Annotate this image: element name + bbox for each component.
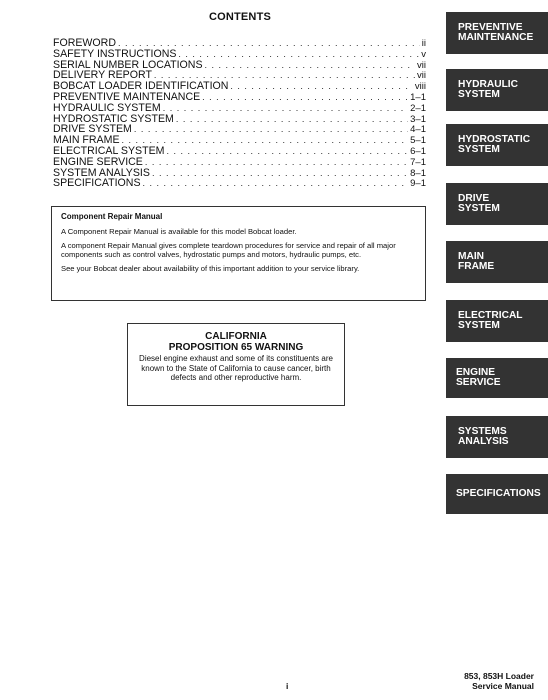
note-paragraph-description: A component Repair Manual gives complete teardown procedures for service and repair of all major components such as control valves, hydrostatic pumps and motors, hydraulic pumps, etc. bbox=[61, 241, 396, 259]
tab-label-line2: MAINTENANCE bbox=[458, 32, 534, 43]
warning-title-line2: PROPOSITION 65 WARNING bbox=[168, 342, 304, 353]
warning-text: Diesel engine exhaust and some of its constituents are known to the State of California to cause cancer, birth defects and other reproductive harm. bbox=[139, 354, 333, 382]
toc-label: SAFETY INSTRUCTIONS bbox=[53, 48, 177, 60]
toc-entry-loader-identification[interactable] bbox=[53, 81, 426, 92]
component-repair-manual-note bbox=[51, 206, 426, 301]
toc-leader-dots bbox=[202, 92, 408, 103]
toc-label: DRIVE SYSTEM bbox=[53, 124, 132, 136]
tab-label-line2: SYSTEM bbox=[458, 89, 500, 100]
footer-manual: Service Manual bbox=[472, 681, 534, 691]
tab-label-line1: ELECTRICAL bbox=[458, 309, 523, 321]
contents-title: CONTENTS bbox=[208, 11, 272, 23]
tab-label-line1: MAIN bbox=[458, 250, 485, 262]
toc-page: 6–1 bbox=[410, 145, 426, 157]
tab-label-line1: PREVENTIVE bbox=[458, 21, 523, 33]
toc-page: 2–1 bbox=[410, 102, 426, 114]
toc-entry-hydrostatic-system[interactable] bbox=[53, 114, 426, 125]
tab-specifications[interactable] bbox=[446, 474, 548, 514]
toc-page: viii bbox=[414, 81, 426, 92]
toc-page: 8–1 bbox=[410, 167, 426, 179]
tab-electrical-system[interactable] bbox=[446, 300, 548, 342]
toc-label: SYSTEM ANALYSIS bbox=[53, 167, 150, 179]
note-paragraph-dealer: See your Bobcat dealer about availability of this important addition to your service library. bbox=[61, 264, 360, 274]
toc-entry-safety-instructions[interactable] bbox=[53, 49, 426, 60]
toc-leader-dots bbox=[134, 124, 408, 135]
toc-label: SPECIFICATIONS bbox=[53, 178, 141, 190]
tab-label-line2: SYSTEM bbox=[458, 320, 500, 331]
toc-leader-dots bbox=[145, 157, 408, 168]
toc-entry-drive-system[interactable] bbox=[53, 124, 426, 135]
toc-page: 5–1 bbox=[410, 135, 426, 146]
toc-entry-serial-number-locations[interactable] bbox=[53, 60, 426, 71]
toc-entry-system-analysis[interactable] bbox=[53, 168, 426, 179]
toc-entry-specifications[interactable] bbox=[53, 178, 426, 189]
toc-entry-hydraulic-system[interactable] bbox=[53, 103, 426, 114]
tab-label-line1: SYSTEMS bbox=[458, 425, 507, 437]
toc-leader-dots bbox=[230, 81, 413, 92]
warning-title-line1: CALIFORNIA bbox=[205, 331, 267, 342]
toc-label: DELIVERY REPORT bbox=[53, 70, 152, 82]
tab-label-line2: FRAME bbox=[458, 261, 495, 272]
toc-entry-foreword[interactable] bbox=[53, 38, 426, 49]
toc-page: 7–1 bbox=[410, 156, 426, 168]
toc-leader-dots bbox=[163, 103, 408, 114]
table-of-contents bbox=[53, 38, 426, 189]
toc-page: vii bbox=[417, 70, 426, 82]
toc-leader-dots bbox=[166, 146, 408, 157]
toc-page: ii bbox=[421, 38, 426, 49]
tab-engine-service[interactable] bbox=[446, 358, 548, 398]
toc-leader-dots bbox=[178, 49, 419, 60]
toc-leader-dots bbox=[154, 70, 415, 81]
toc-page: vii bbox=[417, 59, 426, 71]
toc-entry-preventive-maintenance[interactable] bbox=[53, 92, 426, 103]
tab-systems-analysis[interactable] bbox=[446, 416, 548, 458]
toc-entry-delivery-report[interactable] bbox=[53, 70, 426, 81]
tab-label-line1: HYDRAULIC bbox=[458, 78, 518, 90]
tab-label-line2: ANALYSIS bbox=[458, 436, 509, 447]
tab-label-line2: SYSTEM bbox=[458, 144, 500, 155]
toc-label: HYDROSTATIC SYSTEM bbox=[53, 113, 174, 125]
tab-label-line1: DRIVE bbox=[458, 192, 490, 204]
toc-leader-dots bbox=[122, 135, 409, 146]
note-paragraph-availability: A Component Repair Manual is available for this model Bobcat loader. bbox=[61, 226, 297, 236]
tab-label-line1: SPECIFICATIONS bbox=[456, 487, 541, 499]
tab-main-frame[interactable] bbox=[446, 241, 548, 283]
tab-label-line2: SYSTEM bbox=[458, 203, 500, 214]
toc-label: MAIN FRAME bbox=[53, 135, 120, 146]
tab-label-line2: SERVICE bbox=[456, 377, 501, 388]
page-number: i bbox=[286, 681, 289, 691]
toc-entry-electrical-system[interactable] bbox=[53, 146, 426, 157]
toc-page: 4–1 bbox=[410, 124, 426, 136]
toc-leader-dots bbox=[205, 60, 415, 71]
toc-label: ELECTRICAL SYSTEM bbox=[53, 145, 165, 157]
toc-page: 3–1 bbox=[410, 113, 426, 125]
note-title: Component Repair Manual bbox=[61, 212, 163, 221]
toc-leader-dots bbox=[143, 178, 409, 189]
manual-footer-title bbox=[464, 671, 534, 691]
toc-label: ENGINE SERVICE bbox=[53, 156, 143, 168]
tab-label-line1: HYDROSTATIC bbox=[458, 133, 531, 145]
toc-leader-dots bbox=[118, 38, 420, 49]
footer-model: 853, 853H Loader bbox=[464, 671, 534, 681]
tab-hydrostatic-system[interactable] bbox=[446, 124, 548, 166]
toc-label: FOREWORD bbox=[53, 38, 116, 49]
proposition-65-warning bbox=[127, 323, 345, 406]
toc-page: 9–1 bbox=[410, 178, 426, 190]
tab-hydraulic-system[interactable] bbox=[446, 69, 548, 111]
toc-label: HYDRAULIC SYSTEM bbox=[53, 102, 161, 114]
toc-leader-dots bbox=[176, 114, 408, 125]
toc-label: SERIAL NUMBER LOCATIONS bbox=[53, 59, 203, 71]
toc-label: BOBCAT LOADER IDENTIFICATION bbox=[53, 81, 229, 92]
toc-leader-dots bbox=[152, 168, 408, 179]
toc-entry-main-frame[interactable] bbox=[53, 135, 426, 146]
toc-page: v bbox=[421, 48, 426, 60]
section-tabs bbox=[446, 0, 548, 700]
toc-page: 1–1 bbox=[410, 91, 426, 103]
toc-label: PREVENTIVE MAINTENANCE bbox=[53, 91, 201, 103]
tab-preventive-maintenance[interactable] bbox=[446, 12, 548, 54]
tab-label-line1: ENGINE bbox=[456, 366, 496, 378]
tab-drive-system[interactable] bbox=[446, 183, 548, 225]
toc-entry-engine-service[interactable] bbox=[53, 157, 426, 168]
